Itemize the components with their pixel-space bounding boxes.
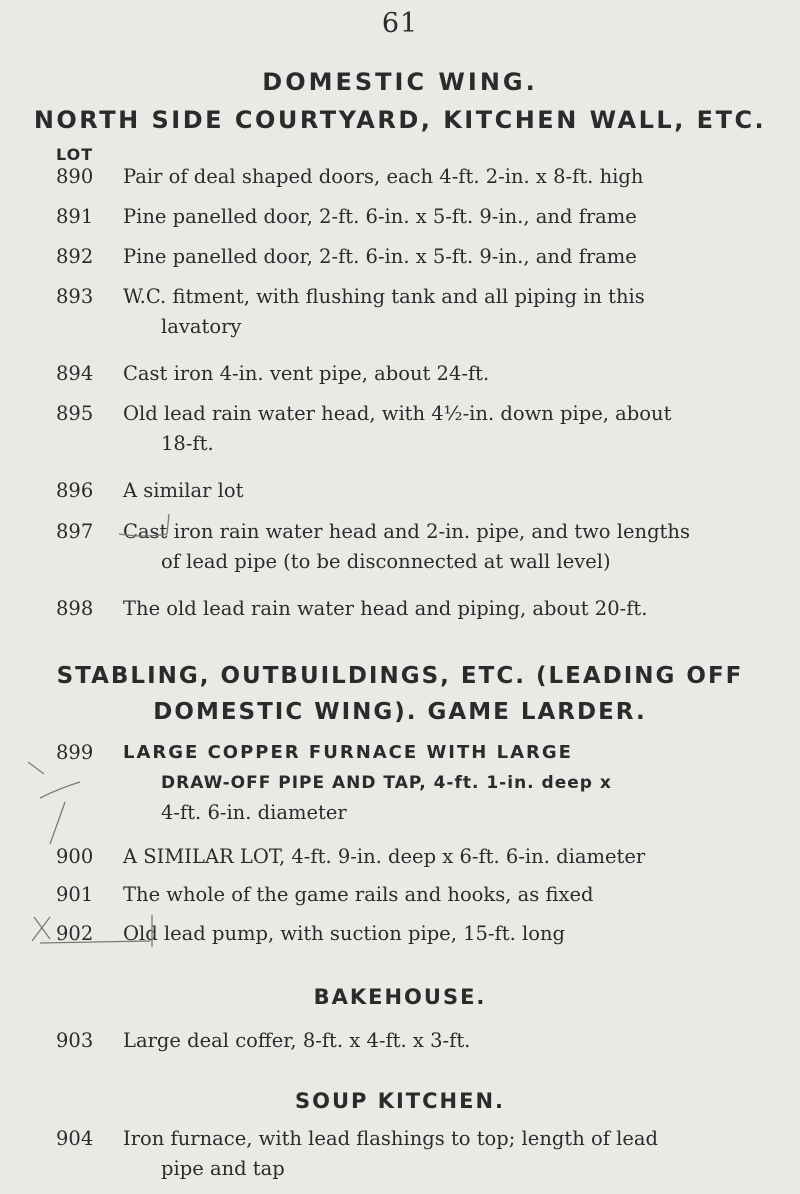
lot-description: The whole of the game rails and hooks, as fixed (123, 883, 594, 906)
section-heading-north-side: NORTH SIDE COURTYARD, KITCHEN WALL, ETC. (33, 106, 767, 134)
lot-description: Old lead rain water head, with 4½-in. down pipe, about (123, 402, 672, 425)
section-heading-stabling: STABLING, OUTBUILDINGS, ETC. (LEADING OFF (56, 663, 744, 689)
lot-number: 898 (56, 597, 94, 620)
lot-entry (56, 399, 776, 459)
lot-description: Pine panelled door, 2-ft. 6-in. x 5-ft. 9-in., and frame (123, 205, 637, 228)
lot-entry (56, 162, 776, 192)
lot-description-continued: lavatory (161, 315, 242, 338)
pencil-tick-mark (20, 752, 130, 852)
lot-number: 891 (56, 205, 94, 228)
lot-entry (56, 738, 776, 828)
lot-description: Cast iron rain water head and 2-in. pipe, and two lengths (123, 520, 690, 543)
lot-number: 904 (56, 1127, 94, 1150)
pencil-cross-mark (20, 913, 160, 953)
lot-entry (56, 919, 776, 949)
lot-description-continued: of lead pipe (to be disconnected at wall level) (161, 550, 611, 573)
lot-description: W.C. fitment, with flushing tank and all piping in this (123, 285, 645, 308)
lot-description: Old lead pump, with suction pipe, 15-ft. long (123, 922, 565, 945)
lot-number: 900 (56, 845, 94, 868)
lot-number: 890 (56, 165, 94, 188)
lot-number: 897 (56, 520, 94, 543)
lot-description: Large deal coffer, 8-ft. x 4-ft. x 3-ft. (123, 1029, 471, 1052)
lot-entry (56, 842, 776, 872)
lot-entry (56, 202, 776, 232)
pencil-bracket-mark (115, 510, 175, 540)
lot-number: 902 (56, 922, 94, 945)
lot-number: 901 (56, 883, 94, 906)
lot-description-continued: 18-ft. (161, 432, 214, 455)
lot-number: 893 (56, 285, 94, 308)
section-heading-bakehouse: BAKEHOUSE. (313, 985, 487, 1009)
section-heading-soup-kitchen: SOUP KITCHEN. (294, 1089, 506, 1113)
lot-description: A similar lot (123, 479, 244, 502)
lot-description: Iron furnace, with lead flashings to top; length of lead (123, 1127, 659, 1150)
lot-description-continued: pipe and tap (161, 1157, 285, 1180)
lot-entry (56, 1124, 776, 1154)
lot-entry (56, 594, 776, 624)
lot-entry (56, 359, 776, 389)
lot-number: 896 (56, 479, 94, 502)
page-number: 61 (381, 8, 419, 39)
lot-description-continued: 4-ft. 6-in. diameter (161, 801, 347, 824)
lot-description: The old lead rain water head and piping, about 20-ft. (123, 597, 648, 620)
lot-entry (56, 242, 776, 272)
lot-number: 903 (56, 1029, 94, 1052)
lot-description: LARGE COPPER FURNACE WITH LARGE (123, 742, 573, 763)
lot-number: 892 (56, 245, 94, 268)
lot-entry (56, 282, 776, 342)
lot-description: Pine panelled door, 2-ft. 6-in. x 5-ft. 9-in., and frame (123, 245, 637, 268)
page-title: DOMESTIC WING. (262, 68, 538, 96)
lot-number: 894 (56, 362, 94, 385)
lot-description: Cast iron 4-in. vent pipe, about 24-ft. (123, 362, 490, 385)
lot-description-continued: DRAW-OFF PIPE AND TAP, 4-ft. 1-in. deep x (161, 773, 612, 793)
lot-description: Pair of deal shaped doors, each 4-ft. 2-in. x 8-ft. high (123, 165, 644, 188)
section-heading-stabling-line2: DOMESTIC WING). GAME LARDER. (153, 699, 647, 725)
lot-number: 895 (56, 402, 94, 425)
lot-entry (56, 880, 776, 910)
lot-column-label: LOT (56, 145, 94, 164)
lot-description: A SIMILAR LOT, 4-ft. 9-in. deep x 6-ft. 6-in. diameter (123, 845, 646, 868)
lot-entry (56, 1154, 776, 1184)
lot-entry (56, 1026, 776, 1056)
lot-number: 899 (56, 741, 94, 764)
lot-entry (56, 476, 776, 506)
